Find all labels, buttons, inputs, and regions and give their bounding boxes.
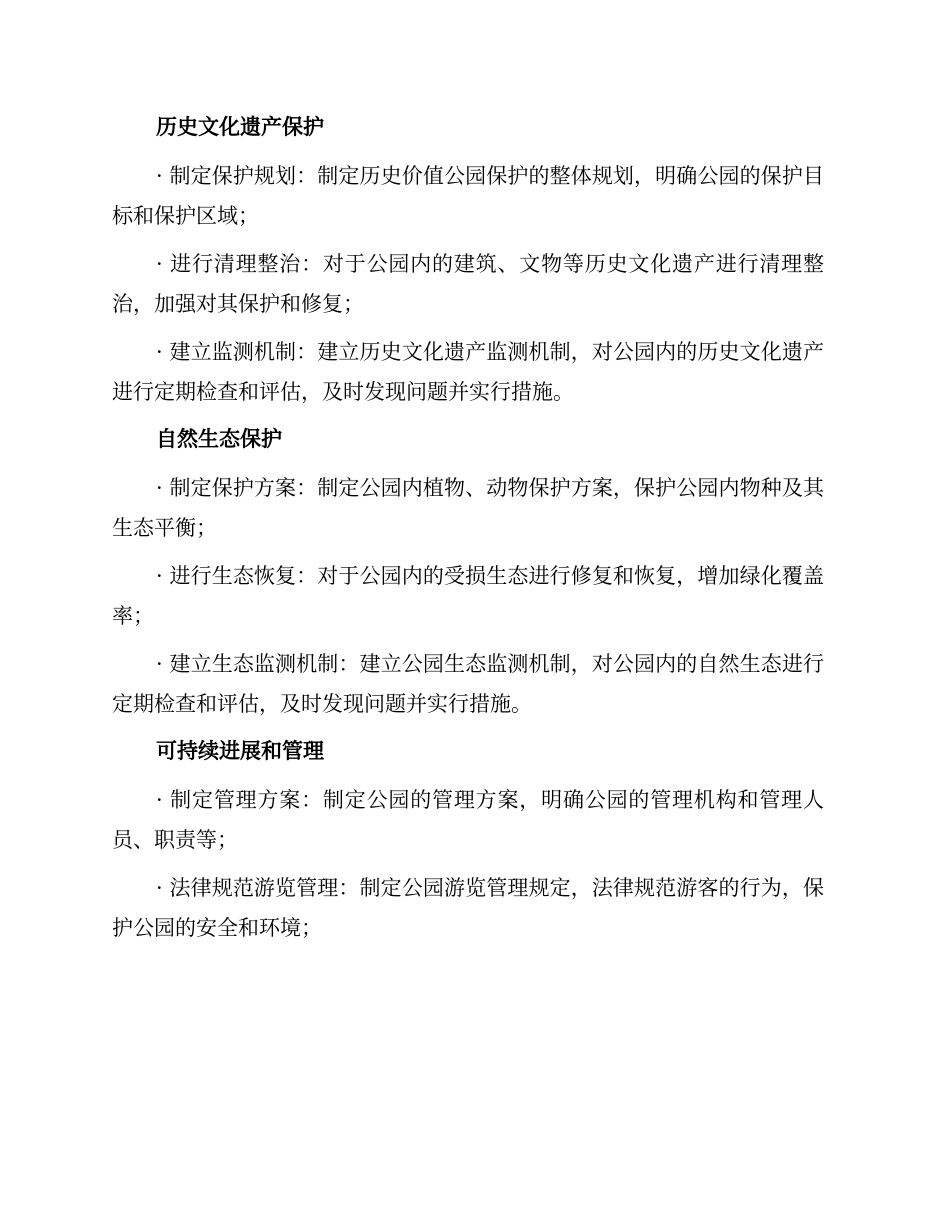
heritage-item-plan: · 制定保护规划：制定历史价值公园保护的整体规划，明确公园的保护目标和保护区域； bbox=[112, 164, 824, 228]
heritage-item-monitoring: · 建立监测机制：建立历史文化遗产监测机制，对公园内的历史文化遗产进行定期检查和评估，及时发现问题并实行措施。 bbox=[112, 340, 824, 404]
ecology-item-restoration: · 进行生态恢复：对于公园内的受损生态进行修复和恢复，增加绿化覆盖率； bbox=[112, 564, 824, 628]
ecology-item-plan: · 制定保护方案：制定公园内植物、动物保护方案，保护公园内物种及其生态平衡； bbox=[112, 476, 824, 540]
ecology-item-monitoring: · 建立生态监测机制：建立公园生态监测机制，对公园内的自然生态进行定期检查和评估，及时发现问题并实行措施。 bbox=[112, 652, 824, 716]
section-heading-heritage: 历史文化遗产保护 bbox=[156, 115, 324, 139]
management-item-plan: · 制定管理方案：制定公园的管理方案，明确公园的管理机构和管理人员、职责等； bbox=[112, 788, 824, 852]
heritage-item-cleanup: · 进行清理整治：对于公园内的建筑、文物等历史文化遗产进行清理整治，加强对其保护和修复； bbox=[112, 252, 824, 316]
document-page bbox=[112, 108, 824, 956]
section-heading-management: 可持续进展和管理 bbox=[156, 739, 324, 763]
management-item-visitor-rules: · 法律规范游览管理：制定公园游览管理规定，法律规范游客的行为，保护公园的安全和环境； bbox=[112, 876, 824, 940]
section-heading-ecology: 自然生态保护 bbox=[156, 427, 282, 451]
